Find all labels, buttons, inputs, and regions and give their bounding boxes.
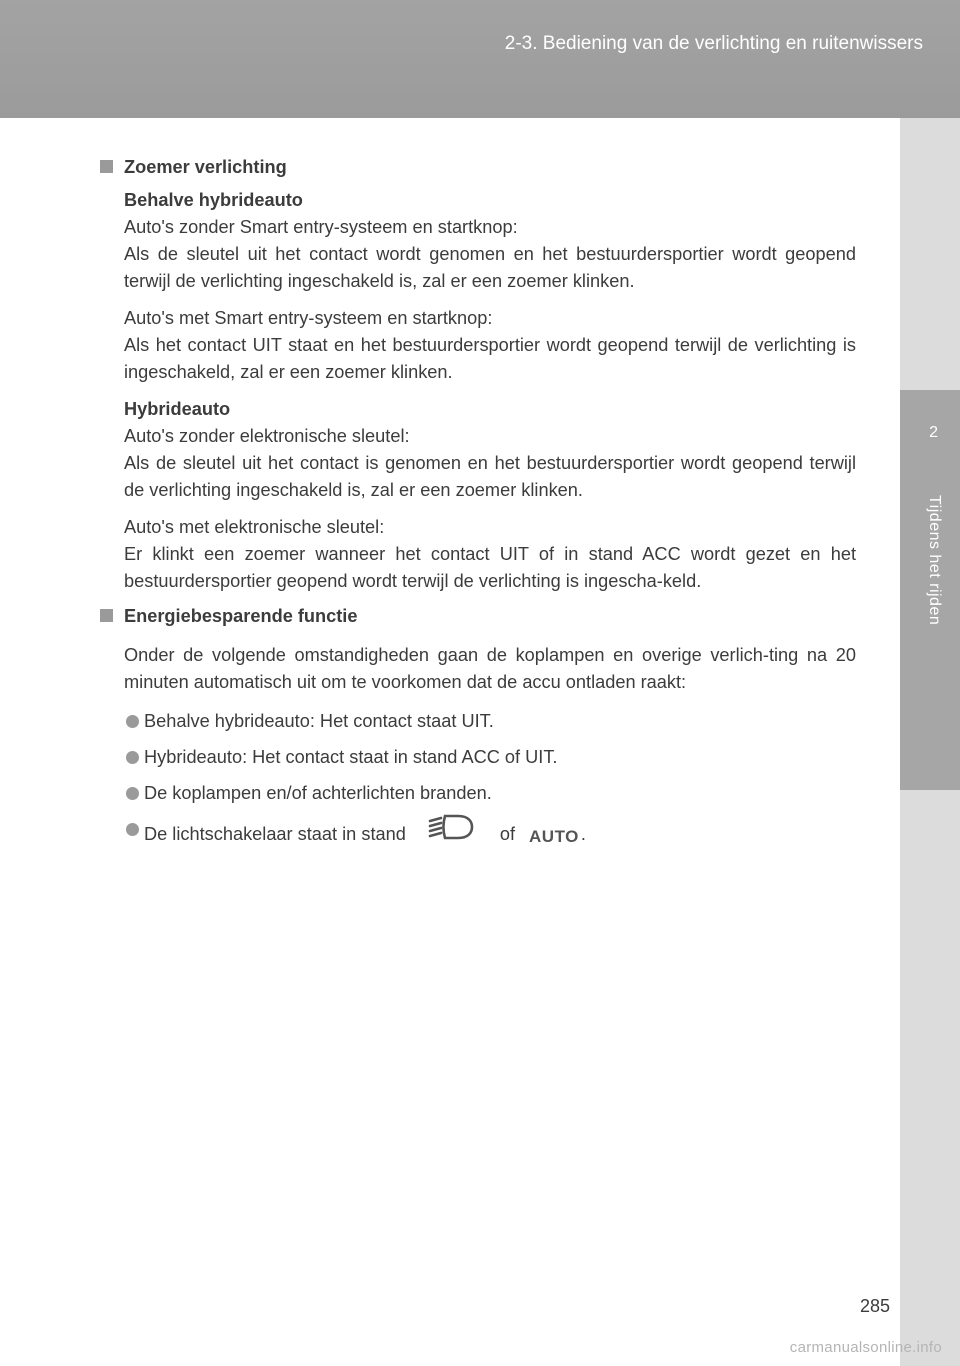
block-line: Auto's met Smart entry-systeem en startknop: <box>124 308 493 328</box>
section-body <box>124 187 856 595</box>
chapter-number: 2 <box>929 424 938 441</box>
block-subtitle: Hybrideauto <box>124 399 231 419</box>
list-item: De lichtschakelaar staat in stand of AUTO . <box>124 816 856 843</box>
page-content <box>104 154 856 852</box>
watermark: carmanualsonline.info <box>789 1339 942 1356</box>
list-item: De koplampen en/of achterlichten branden. <box>124 780 856 807</box>
square-bullet-icon <box>100 160 113 173</box>
bullet-dot-icon <box>126 823 139 836</box>
list-item: Hybrideauto: Het contact staat in stand ACC of UIT. <box>124 744 856 771</box>
text-block <box>124 187 856 295</box>
block-line: Als de sleutel uit het contact is genomen en het bestuurdersportier wordt geopend terwijl de verlichting ingeschakeld is, zal er een zoemer klinken. <box>124 453 856 500</box>
side-tab-top <box>900 118 960 390</box>
block-line: Auto's zonder Smart entry-systeem en startknop: <box>124 217 518 237</box>
bullet-dot-icon <box>126 715 139 728</box>
block-line: Auto's zonder elektronische sleutel: <box>124 426 410 446</box>
auto-symbol: AUTO <box>529 826 579 846</box>
headlight-icon <box>428 812 474 850</box>
page-number: 285 <box>859 1296 890 1316</box>
block-line: Er klinkt een zoemer wanneer het contact UIT of in stand ACC wordt gezet en het bestuurdersportier geopend wordt terwijl de verlichting is ingescha-keld. <box>124 544 856 591</box>
bullet-dot-icon <box>126 787 139 800</box>
side-tab-bottom <box>900 790 960 1366</box>
chapter-label: Tijdens het rijden <box>926 495 943 626</box>
text-block <box>124 514 856 595</box>
bullet-dot-icon <box>126 751 139 764</box>
square-bullet-icon <box>100 609 113 622</box>
header-band <box>0 0 960 118</box>
block-subtitle: Behalve hybrideauto <box>124 190 303 210</box>
block-line: Als het contact UIT staat en het bestuurdersportier wordt geopend terwijl de verlichting is ingeschakeld, zal er een zoemer klinken. <box>124 335 856 382</box>
text-block <box>124 305 856 386</box>
side-tab <box>900 118 960 1366</box>
text-block <box>124 396 856 504</box>
block-line: Als de sleutel uit het contact wordt genomen en het bestuurdersportier wordt geopend terwijl de verlichting ingeschakeld is, zal er een zoemer klinken. <box>124 244 856 291</box>
section-title: Zoemer verlichting <box>104 154 856 181</box>
block-line: Auto's met elektronische sleutel: <box>124 517 385 537</box>
section-body <box>124 642 856 846</box>
list-item: Behalve hybrideauto: Het contact staat UIT. <box>124 708 856 735</box>
section-title: Energiebesparende functie <box>104 603 856 630</box>
chapter-header-title: 2-3. Bediening van de verlichting en ruitenwissers <box>504 33 923 54</box>
section-intro: Onder de volgende omstandigheden gaan de koplampen en overige verlich-ting na 20 minuten automatisch uit om te voorkomen dat de accu ontladen raakt: <box>124 645 856 692</box>
